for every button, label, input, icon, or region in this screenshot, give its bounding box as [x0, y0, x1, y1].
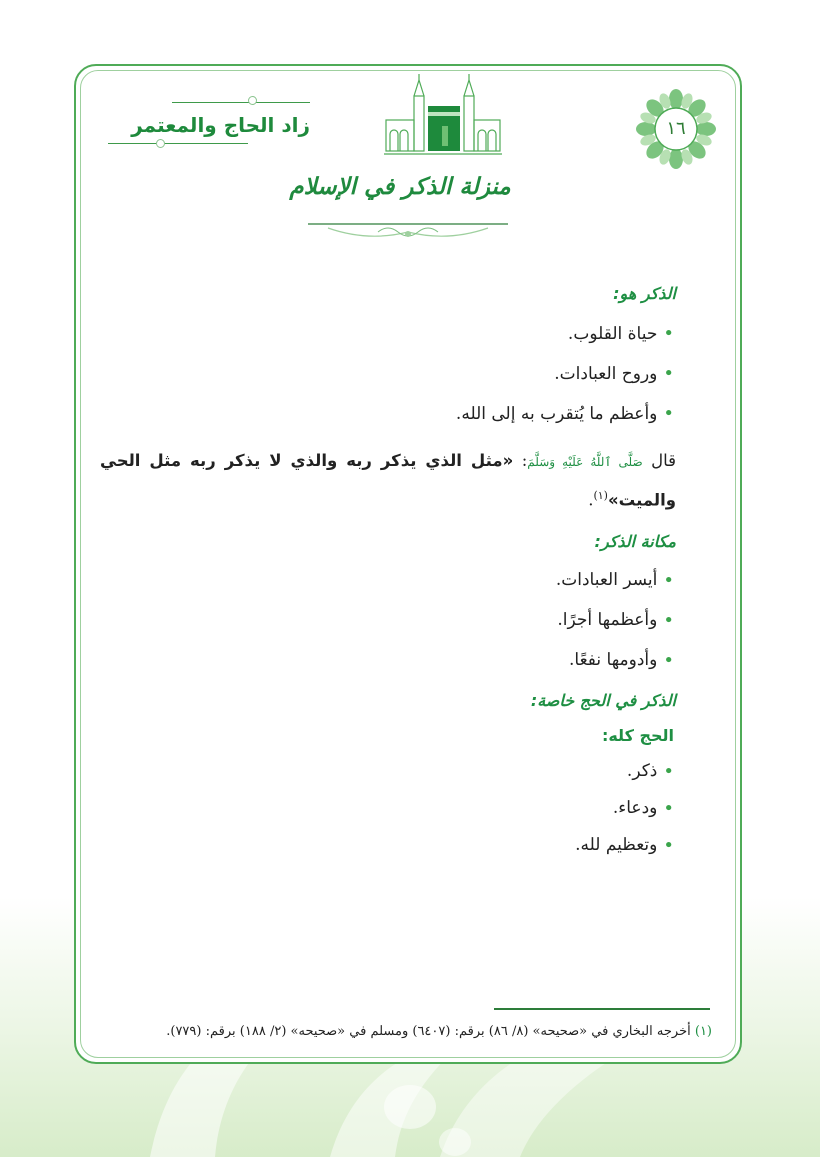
section-heading-status: مكانة الذكر:	[594, 531, 676, 551]
page-number: ١٦	[666, 118, 686, 139]
list-item: • وأعظمها أجرًا.	[557, 609, 674, 631]
bullet-dot-icon: •	[663, 363, 674, 384]
ornamental-divider	[308, 214, 508, 244]
header-line-bottom	[108, 143, 248, 144]
header-ornament-dot	[156, 139, 165, 148]
kaaba-illustration-icon	[382, 74, 504, 156]
section-heading-hajj: الذكر في الحج خاصة:	[530, 690, 676, 710]
list-item: • وأعظم ما يُتقرب به إلى الله.	[455, 403, 674, 424]
bullet-dot-icon: •	[663, 834, 674, 856]
footnote-ref[interactable]: (١)	[593, 489, 608, 502]
footnote-number: (١)	[694, 1024, 712, 1039]
bullet-dot-icon: •	[663, 797, 674, 819]
header-line-top	[172, 102, 310, 103]
subheading-hajj-all: الحج كله:	[601, 725, 674, 745]
book-title: زاد الحاج والمعتمر	[131, 113, 310, 137]
bullet-dot-icon: •	[663, 609, 674, 631]
chapter-title: منزلة الذكر في الإسلام	[289, 174, 511, 200]
hadith-quote: «مثل الذي يذكر ربه والذي لا يذكر ربه مثل الحي والميت»	[100, 451, 676, 510]
hadith-paragraph: قال صَلَّى ٱللَّهُ عَلَيْهِ وَسَلَّمَ: «مثل الذي يذكر ربه والذي لا يذكر ربه مثل الحي والميت»$^{(١)}$.	[100, 451, 677, 510]
list-item: • ذكر.	[626, 760, 674, 782]
footnote	[100, 1019, 712, 1044]
bullet-dot-icon: •	[663, 323, 674, 344]
list-item: • وتعظيم لله.	[575, 834, 674, 856]
list-item: • حياة القلوب.	[567, 323, 674, 344]
bullet-dot-icon: •	[663, 760, 674, 782]
bullet-dot-icon: •	[663, 403, 674, 424]
bullet-dot-icon: •	[663, 649, 674, 671]
salutation-text: صَلَّى ٱللَّهُ عَلَيْهِ وَسَلَّمَ	[527, 455, 643, 469]
list-item: • ودعاء.	[612, 797, 674, 819]
list-item: • وأدومها نفعًا.	[569, 649, 674, 671]
footnote-text: أخرجه البخاري في «صحيحه» (٨/ ٨٦) برقم: (٦٤٠٧) ومسلم في «صحيحه» (٢/ ١٨٨) برقم: (٧٧٩).	[166, 1024, 691, 1039]
bullet-dot-icon: •	[663, 569, 674, 591]
list-item: • وروح العبادات.	[554, 363, 674, 384]
list-item: • أيسر العبادات.	[555, 569, 674, 591]
header-ornament-dot	[248, 96, 257, 105]
footnote-separator	[494, 1008, 710, 1010]
section-heading-remembrance: الذكر هو:	[613, 284, 676, 303]
content-body	[100, 270, 676, 856]
